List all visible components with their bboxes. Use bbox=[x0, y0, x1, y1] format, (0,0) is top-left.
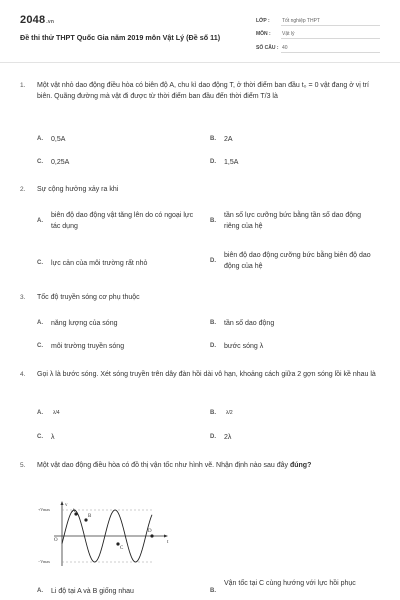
option-letter: D. bbox=[210, 343, 216, 349]
option-letter: C. bbox=[37, 260, 43, 266]
meta-value: 40 bbox=[282, 45, 288, 51]
graph-point-b-label: B bbox=[88, 514, 92, 519]
site-logo[interactable] bbox=[20, 14, 54, 26]
exam-header bbox=[0, 0, 400, 56]
question-stem-text: Một vật dao động điều hòa có đồ thị vận tốc như hình vẽ. Nhận định nào sau đây bbox=[37, 462, 289, 469]
option-text: λ/4 bbox=[53, 410, 60, 416]
option-text: Li độ tại A và B giống nhau bbox=[51, 588, 134, 595]
option-text: tần số lực cưỡng bức bằng tần số dao động riêng của hệ bbox=[224, 212, 361, 230]
question-stem: Sự cộng hưởng xảy ra khi bbox=[37, 186, 119, 193]
meta-value: Vật lý bbox=[282, 31, 295, 37]
question-number: 4. bbox=[20, 371, 26, 378]
question-number: 5. bbox=[20, 462, 26, 469]
question-number: 1. bbox=[20, 82, 26, 89]
exam-title: Đề thi thử THPT Quốc Gia năm 2019 môn Vật Lý (Đề số 11) bbox=[20, 33, 221, 42]
option-text: tần số dao động bbox=[224, 320, 275, 327]
option-text: biên độ dao động cưỡng bức bằng biên độ dao động của hệ bbox=[224, 252, 371, 270]
option-letter: B. bbox=[210, 320, 216, 326]
velocity-time-graph bbox=[34, 500, 174, 570]
option-letter: A. bbox=[37, 136, 43, 142]
option-letter: D. bbox=[210, 434, 216, 440]
header-divider bbox=[0, 62, 400, 63]
option-text: λ/2 bbox=[226, 410, 233, 416]
option-letter: B. bbox=[210, 588, 216, 594]
graph-x-label: t bbox=[167, 540, 169, 545]
option-text: môi trường truyền sóng bbox=[51, 343, 125, 350]
option-text: lực cản của môi trường rất nhỏ bbox=[51, 260, 148, 267]
option-letter: B. bbox=[210, 136, 216, 142]
option-text: biên độ dao động vật tăng lên do có ngoại lực tác dụng bbox=[51, 212, 194, 230]
option-text: 2A bbox=[224, 136, 233, 143]
question-stem bbox=[37, 460, 382, 471]
option-text: bước sóng λ bbox=[224, 343, 264, 350]
graph-y-arrow bbox=[61, 501, 64, 505]
meta-label: LỚP : bbox=[256, 18, 270, 24]
option-letter: C. bbox=[37, 434, 43, 440]
graph-origin-label: O bbox=[54, 538, 58, 543]
option-letter: B. bbox=[210, 218, 216, 224]
meta-label: MÔN : bbox=[256, 31, 271, 37]
option-text: năng lượng của sóng bbox=[51, 320, 118, 327]
question-stem: Gọi λ là bước sóng. Xét sóng truyền trên dây đàn hồi dài vô hạn, khoảng cách giữa 2 gợn sóng lồi kề nhau là bbox=[37, 371, 376, 378]
option-letter: D. bbox=[210, 258, 216, 264]
option-text: 0,5A bbox=[51, 136, 66, 143]
option-text: 1,5A bbox=[224, 159, 239, 166]
option-letter: B. bbox=[210, 410, 216, 416]
option-letter: A. bbox=[37, 588, 43, 594]
logo-suffix: .vn bbox=[46, 19, 55, 25]
graph-vmax-label: +Vmax bbox=[38, 507, 51, 512]
option-text: Vận tốc tại C cùng hướng với lực hồi phục bbox=[224, 580, 356, 587]
question-number: 3. bbox=[20, 294, 26, 301]
option-letter: A. bbox=[37, 218, 43, 224]
graph-vmin-label: −Vmax bbox=[38, 559, 51, 564]
meta-value: Tốt nghiệp THPT bbox=[282, 18, 320, 24]
option-letter: D. bbox=[210, 159, 216, 165]
meta-underline bbox=[281, 25, 380, 26]
graph-point-d bbox=[150, 534, 153, 537]
option-letter: C. bbox=[37, 159, 43, 165]
question-stem: Một vật nhỏ dao động điều hòa có biên độ A, chu kì dao động T, ở thời điểm ban đầu t₀ = 0 vật đang ở vị trí biên. Quãng đường mà vật đi được từ thời điểm ban đầu đến thời điểm T/3 là bbox=[37, 82, 369, 100]
graph-point-c-label: C bbox=[120, 546, 124, 551]
option-text: 2λ bbox=[224, 434, 232, 441]
question-stem: Tốc độ truyền sóng cơ phụ thuộc bbox=[37, 294, 140, 301]
option-letter: C. bbox=[37, 343, 43, 349]
graph-x-arrow bbox=[164, 535, 168, 538]
meta-underline bbox=[281, 52, 380, 53]
question-stem-emphasis: đúng? bbox=[289, 462, 312, 469]
option-letter: A. bbox=[37, 320, 43, 326]
question-number: 2. bbox=[20, 186, 26, 193]
option-text: λ bbox=[51, 434, 55, 441]
logo-text: 2048 bbox=[20, 14, 46, 26]
option-letter: A. bbox=[37, 410, 43, 416]
graph-point-d-label: D bbox=[148, 529, 152, 534]
meta-underline bbox=[281, 38, 380, 39]
option-text: 0,25A bbox=[51, 159, 70, 166]
graph-point-a-label: A bbox=[72, 509, 76, 514]
graph-y-label: v bbox=[65, 503, 68, 508]
meta-label: SỐ CÂU : bbox=[256, 45, 279, 51]
